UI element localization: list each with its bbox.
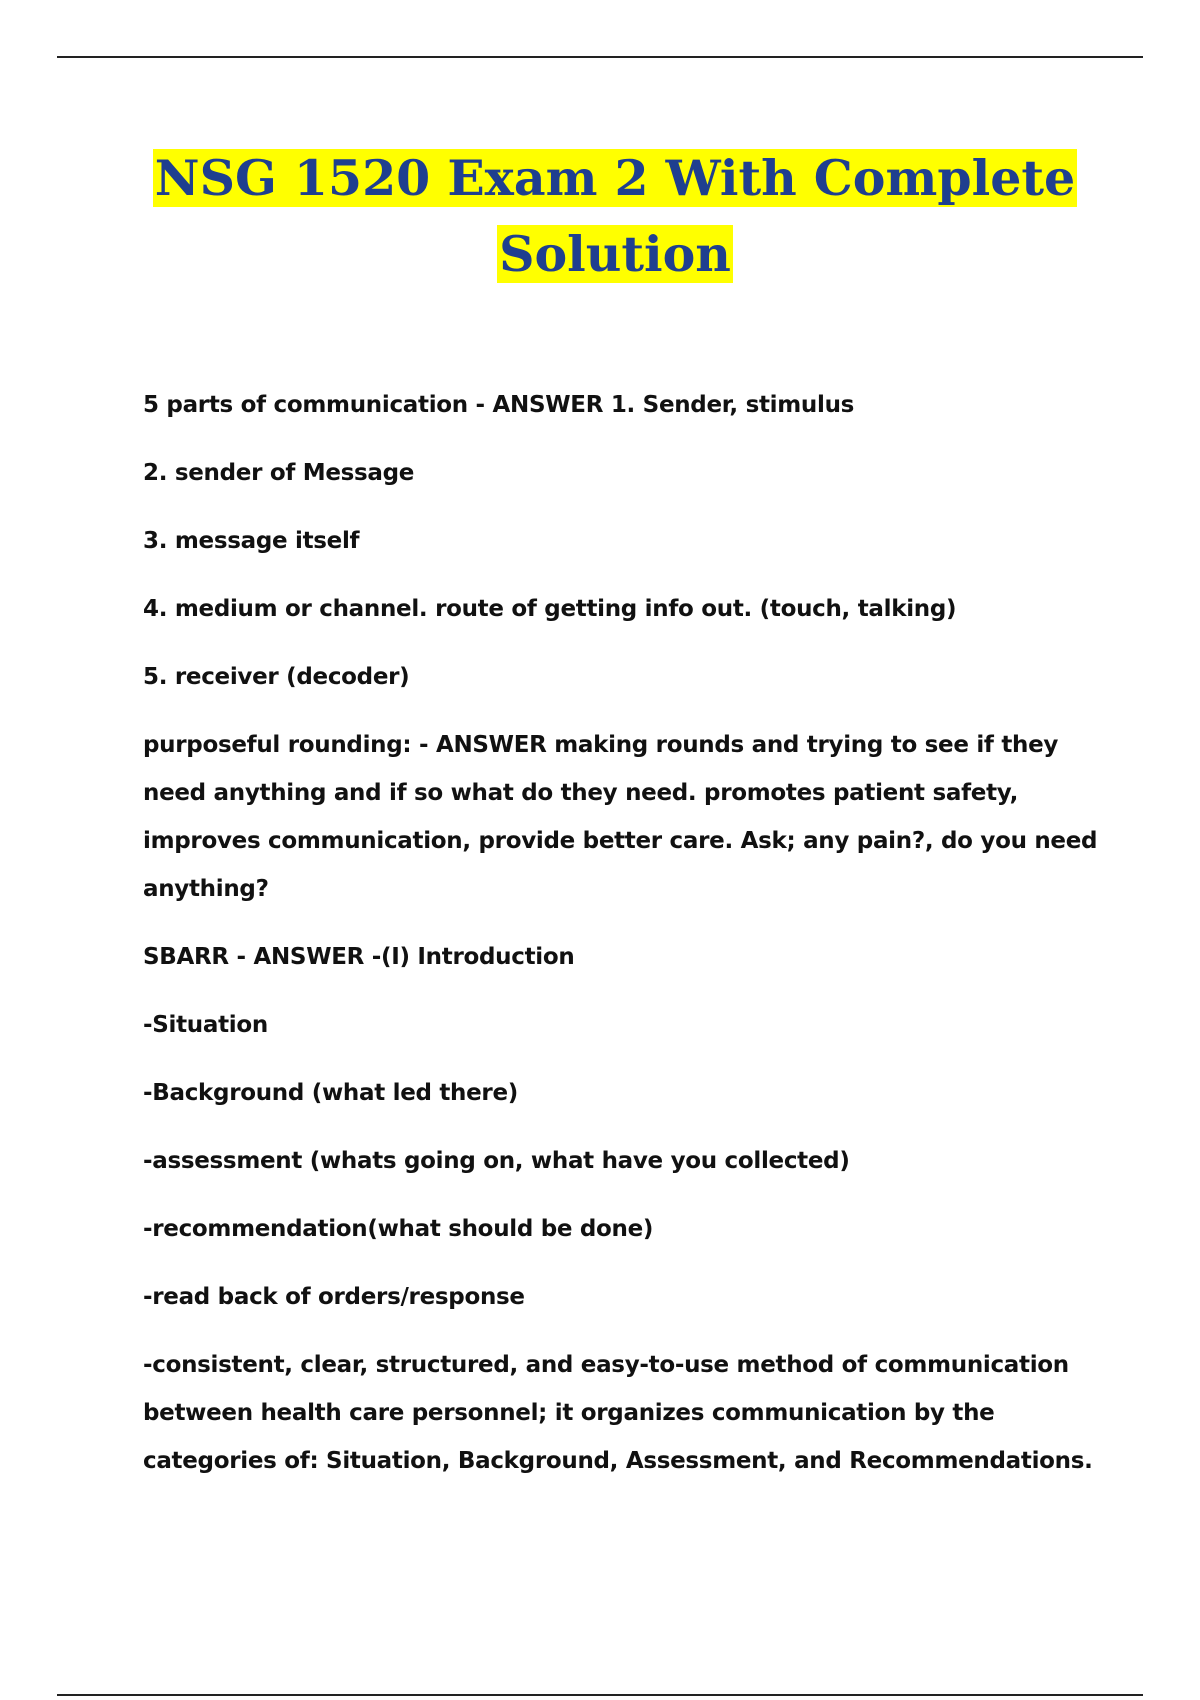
- paragraph: 5. receiver (decoder): [143, 664, 410, 690]
- paragraph: 2. sender of Message: [143, 460, 415, 486]
- paragraph: -Background (what led there): [143, 1080, 518, 1106]
- title-line-1: NSG 1520 Exam 2 With Complete: [154, 149, 1076, 207]
- paragraph: -assessment (whats going on, what have you collected): [143, 1148, 850, 1174]
- header-divider: [57, 56, 1143, 58]
- footer-divider: [57, 1694, 1143, 1696]
- paragraph: -read back of orders/response: [143, 1284, 525, 1310]
- title-line-2: Solution: [499, 225, 731, 283]
- document-body: [143, 381, 1103, 1505]
- paragraph: 5 parts of communication - ANSWER 1. Sender, stimulus: [143, 392, 855, 418]
- paragraph: purposeful rounding: - ANSWER making rounds and trying to see if they need anything and if so what do they need. promotes patient safety, improves communication, provide better care. Ask; any pain?, do you need anything?: [143, 732, 1098, 902]
- page-title: [140, 140, 1090, 292]
- paragraph: 4. medium or channel. route of getting info out. (touch, talking): [143, 596, 957, 622]
- paragraph: -Situation: [143, 1012, 268, 1038]
- paragraph: -recommendation(what should be done): [143, 1216, 654, 1242]
- paragraph: -consistent, clear, structured, and easy-to-use method of communication between health care personnel; it organizes communication by the categories of: Situation, Background, Assessment, and Recommendations.: [143, 1352, 1093, 1474]
- paragraph: 3. message itself: [143, 528, 360, 554]
- paragraph: SBARR - ANSWER -(I) Introduction: [143, 944, 575, 970]
- document-title: [140, 140, 1090, 292]
